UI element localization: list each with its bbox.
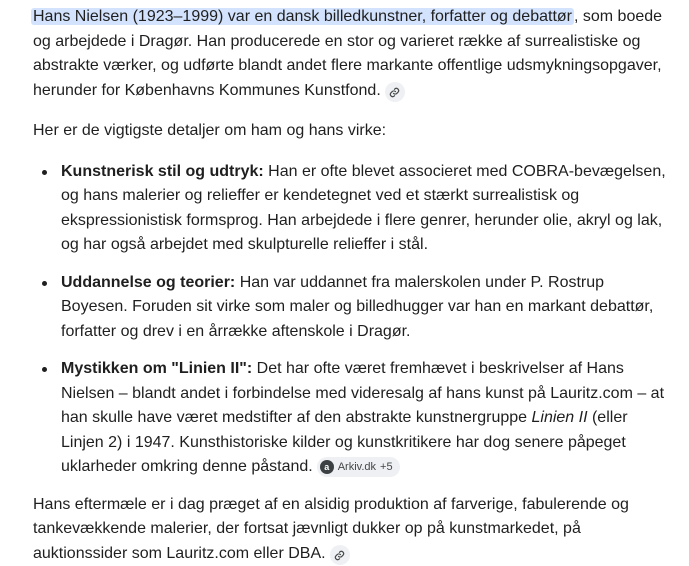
link-icon[interactable] [330, 545, 350, 565]
bullet-text: Han var uddannet fra malerskolen under P. Rostrup Boyesen. Foruden sit virke som maler og billedhugger var han en markant debattør, forfatter og drev i en årrække aftenskole i Dragør. [61, 274, 653, 340]
source-count: +5 [380, 457, 393, 477]
arkiv-logo-icon: a [320, 460, 334, 474]
highlighted-text[interactable]: Hans Nielsen (1923–1999) var en dansk billedkunstner, forfatter og debattør [31, 8, 574, 25]
legacy-paragraph [33, 493, 673, 566]
list-item [33, 271, 673, 345]
list-item [33, 160, 673, 258]
source-chip[interactable] [317, 457, 400, 477]
response-body [33, 5, 673, 566]
details-heading: Her er de vigtigste detaljer om ham og hans virke: [33, 119, 673, 144]
link-icon[interactable] [385, 82, 405, 102]
group-name: Linien II [531, 409, 587, 426]
bullet-text: Han er ofte blevet associeret med COBRA-bevægelsen, og hans malerier og relieffer er kendetegnet ved et stærkt surrealistisk og ekspressionistisk formsprog. Han arbejdede i flere genrer, herunder olie, akryl og lak, og har også arbejdet med skulpturelle relieffer i stål. [61, 163, 666, 254]
bullet-text: Det har ofte været fremhævet i beskrivelser af Hans Nielsen – blandt andet i forbindelse med videresalg af hans kunst på Lauritz.com – at han skulle have været medstifter af den abstrakte kunstnergruppe [61, 360, 664, 426]
bullet-title: Mystikken om "Linien II": [61, 360, 252, 377]
intro-text: , som boede og arbejdede i Dragør. Han producerede en stor og varieret række af surrealistiske og abstrakte værker, og udførte blandt andet flere markante offentlige udsmykningsopgaver, herunder for Københavns Kommunes Kunstfond. [33, 8, 662, 99]
details-list [33, 160, 673, 480]
intro-paragraph [33, 5, 673, 103]
legacy-text: Hans eftermæle er i dag præget af en alsidig produktion af farverige, fabulerende og tankevækkende malerier, der fortsat jævnligt dukker op på kunstmarkedet, på auktionssider som Lauritz.com eller DBA. [33, 496, 629, 562]
source-label: Arkiv.dk [338, 457, 376, 477]
bullet-title: Uddannelse og teorier: [61, 274, 235, 291]
bullet-title: Kunstnerisk stil og udtryk: [61, 163, 264, 180]
bullet-text: (eller Linjen 2) i 1947. Kunsthistoriske kilder og kunstkritikere har dog senere påpeget uklarheder omkring denne påstand. [61, 409, 628, 475]
list-item [33, 357, 673, 480]
